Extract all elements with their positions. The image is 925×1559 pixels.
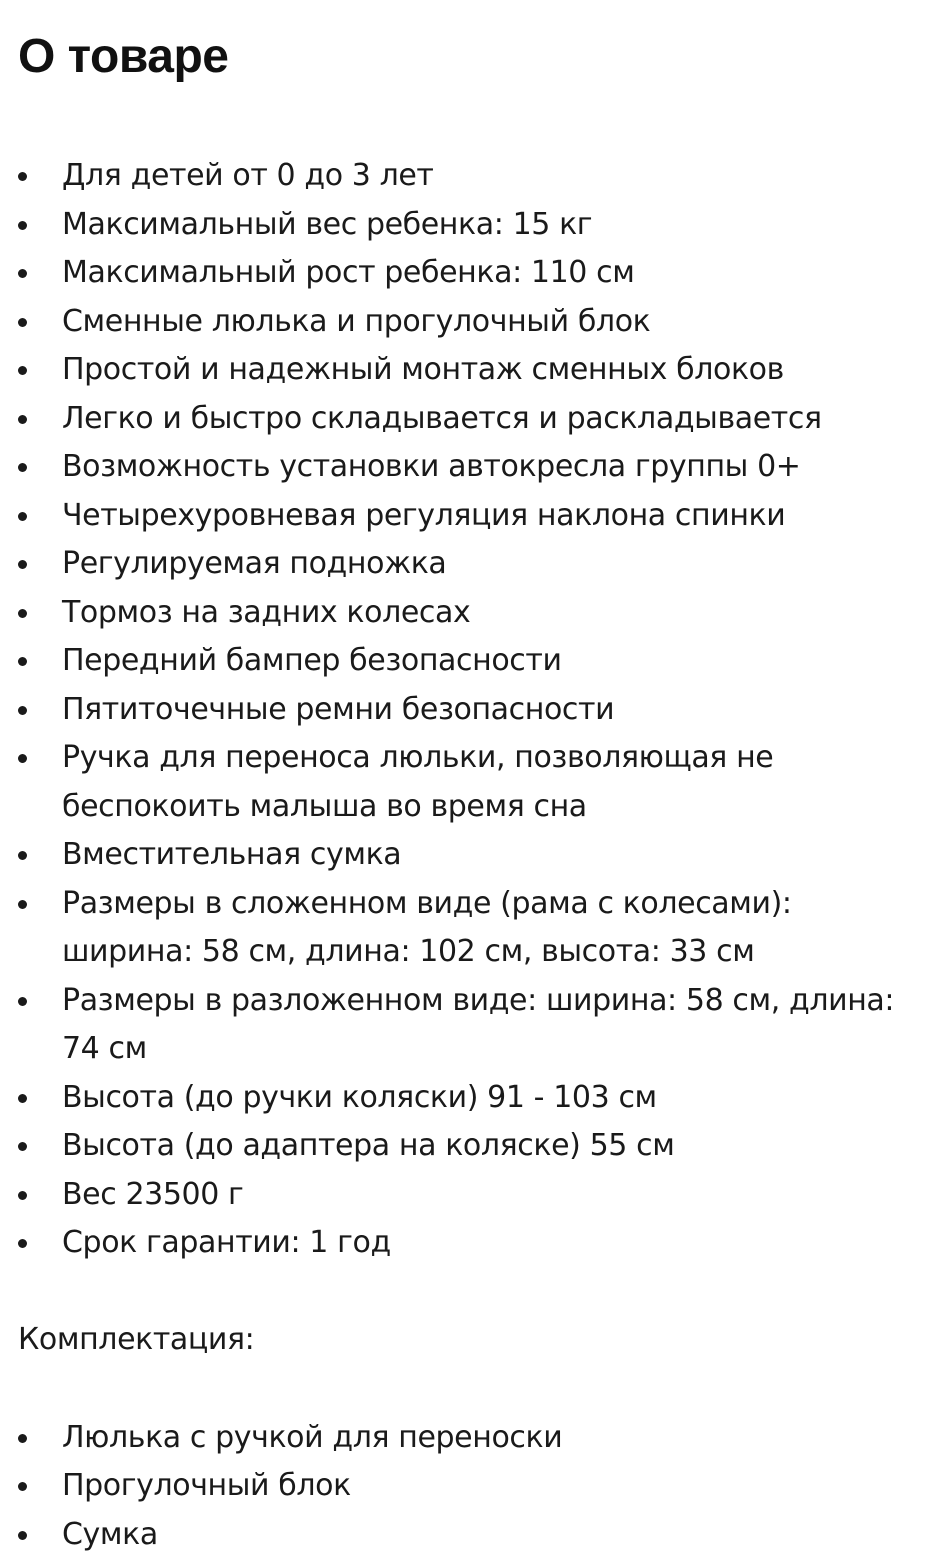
list-item-text: Высота (до ручки коляски) 91 - 103 см bbox=[62, 1080, 657, 1115]
list-item bbox=[18, 492, 925, 541]
bullet-icon bbox=[18, 512, 27, 521]
list-item bbox=[18, 540, 925, 589]
list-item bbox=[18, 880, 925, 977]
bullet-icon bbox=[18, 1531, 27, 1540]
list-item bbox=[18, 977, 925, 1074]
list-item-text: Максимальный вес ребенка: 15 кг bbox=[62, 207, 592, 242]
bullet-icon bbox=[18, 1191, 27, 1200]
list-item-text: Вместительная сумка bbox=[62, 837, 401, 872]
bullet-icon bbox=[18, 900, 27, 909]
list-item bbox=[18, 1462, 925, 1511]
list-item-text: Пятиточечные ремни безопасности bbox=[62, 692, 614, 727]
list-item-text: Сменные люлька и прогулочный блок bbox=[62, 304, 650, 339]
list-item-text: Регулируемая подножка bbox=[62, 546, 446, 581]
bullet-icon bbox=[18, 657, 27, 666]
section-title: О товаре bbox=[18, 24, 925, 90]
bullet-icon bbox=[18, 560, 27, 569]
list-item bbox=[18, 1122, 925, 1171]
list-item-text: Передний бампер безопасности bbox=[62, 643, 562, 678]
list-item bbox=[18, 686, 925, 735]
list-item-text: Для детей от 0 до 3 лет bbox=[62, 158, 434, 193]
list-item bbox=[18, 831, 925, 880]
list-item bbox=[18, 298, 925, 347]
bullet-icon bbox=[18, 172, 27, 181]
kit-list bbox=[18, 1414, 925, 1559]
list-item-text: Размеры в разложенном виде: ширина: 58 см, длина: 74 см bbox=[62, 983, 894, 1067]
list-item bbox=[18, 1219, 925, 1268]
bullet-icon bbox=[18, 318, 27, 327]
list-item bbox=[18, 395, 925, 444]
bullet-icon bbox=[18, 609, 27, 618]
bullet-icon bbox=[18, 1094, 27, 1103]
list-item-text: Сумка bbox=[62, 1517, 158, 1552]
list-item-text: Четырехуровневая регуляция наклона спинки bbox=[62, 498, 785, 533]
list-item bbox=[18, 1414, 925, 1463]
list-item bbox=[18, 249, 925, 298]
list-item-text: Вес 23500 г bbox=[62, 1177, 243, 1212]
list-item bbox=[18, 1511, 925, 1559]
list-item bbox=[18, 637, 925, 686]
list-item-text: Размеры в сложенном виде (рама с колесами): ширина: 58 см, длина: 102 см, высота: 33 см bbox=[62, 886, 792, 970]
list-item-text: Легко и быстро складывается и раскладывается bbox=[62, 401, 822, 436]
kit-label: Комплектация: bbox=[18, 1316, 925, 1364]
bullet-icon bbox=[18, 1482, 27, 1491]
bullet-icon bbox=[18, 1434, 27, 1443]
list-item-text: Срок гарантии: 1 год bbox=[62, 1225, 391, 1260]
list-item-text: Высота (до адаптера на коляске) 55 см bbox=[62, 1128, 674, 1163]
bullet-icon bbox=[18, 221, 27, 230]
list-item-text: Люлька с ручкой для переноски bbox=[62, 1420, 562, 1455]
list-item bbox=[18, 152, 925, 201]
list-item bbox=[18, 734, 925, 831]
bullet-icon bbox=[18, 463, 27, 472]
bullet-icon bbox=[18, 366, 27, 375]
list-item bbox=[18, 589, 925, 638]
bullet-icon bbox=[18, 415, 27, 424]
list-item bbox=[18, 1171, 925, 1220]
list-item-text: Тормоз на задних колесах bbox=[62, 595, 470, 630]
bullet-icon bbox=[18, 997, 27, 1006]
list-item bbox=[18, 346, 925, 395]
list-item-text: Прогулочный блок bbox=[62, 1468, 351, 1503]
list-item bbox=[18, 443, 925, 492]
bullet-icon bbox=[18, 1239, 27, 1248]
bullet-icon bbox=[18, 754, 27, 763]
list-item-text: Простой и надежный монтаж сменных блоков bbox=[62, 352, 784, 387]
list-item-text: Максимальный рост ребенка: 110 см bbox=[62, 255, 634, 290]
list-item bbox=[18, 201, 925, 250]
bullet-icon bbox=[18, 706, 27, 715]
bullet-icon bbox=[18, 851, 27, 860]
list-item bbox=[18, 1074, 925, 1123]
list-item-text: Возможность установки автокресла группы 0+ bbox=[62, 449, 801, 484]
feature-list bbox=[18, 152, 925, 1268]
bullet-icon bbox=[18, 1142, 27, 1151]
bullet-icon bbox=[18, 269, 27, 278]
list-item-text: Ручка для переноса люльки, позволяющая не беспокоить малыша во время сна bbox=[62, 740, 773, 824]
